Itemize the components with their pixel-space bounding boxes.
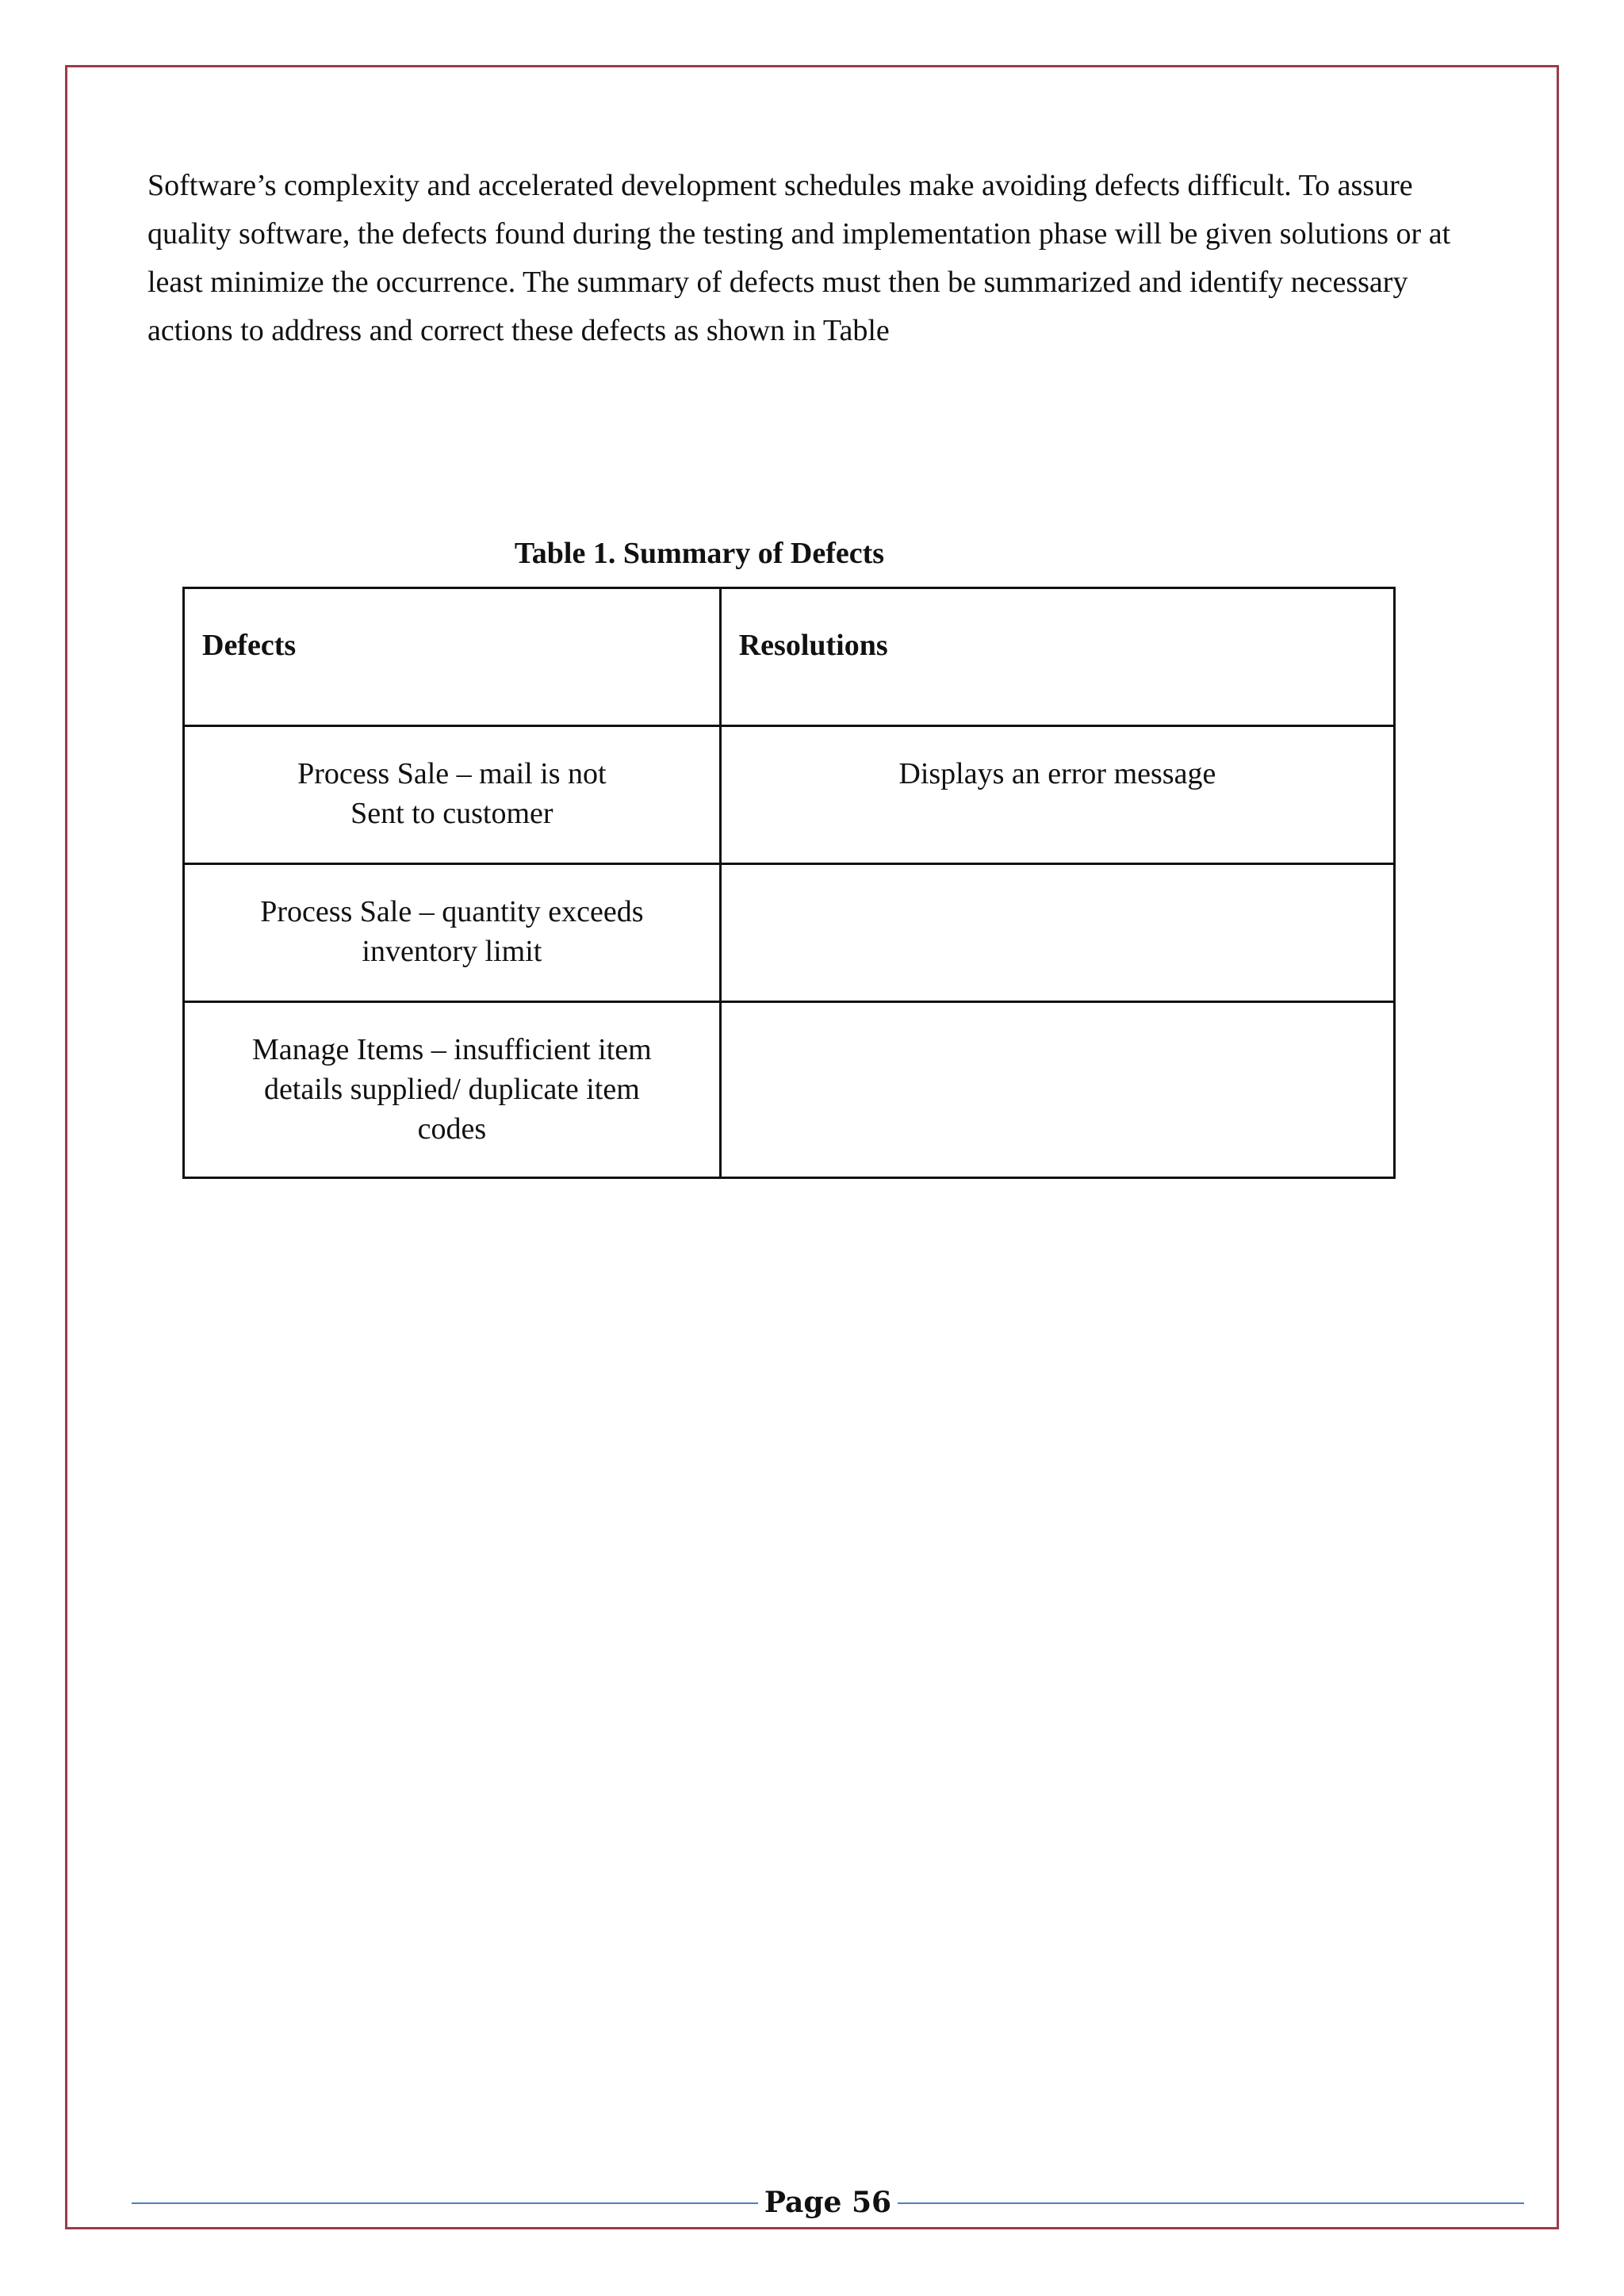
header-defects: Defects — [184, 588, 721, 726]
defect-line: Process Sale – mail is not — [297, 757, 607, 790]
resolution-cell — [720, 1002, 1394, 1178]
resolution-cell — [720, 864, 1394, 1002]
defect-line: inventory limit — [362, 935, 542, 968]
table-caption: Table 1. Summary of Defects — [514, 537, 885, 570]
table-row — [184, 1002, 1395, 1178]
footer-rule-right — [898, 2202, 1524, 2204]
table-row — [184, 726, 1395, 864]
header-resolutions: Resolutions — [720, 588, 1394, 726]
page-number: Page 56 — [764, 2186, 892, 2219]
defect-line: Process Sale – quantity exceeds — [260, 895, 644, 928]
table-header-row — [184, 588, 1395, 726]
footer-rule-left — [132, 2202, 758, 2204]
defect-cell — [184, 864, 721, 1002]
defect-line: Manage Items – insufficient item — [251, 1033, 652, 1066]
table-row — [184, 864, 1395, 1002]
resolution-cell: Displays an error message — [720, 726, 1394, 864]
page-footer — [132, 2179, 1524, 2226]
defect-line: Sent to customer — [350, 797, 553, 830]
defect-cell — [184, 1002, 721, 1178]
intro-paragraph: Software’s complexity and accelerated development schedules make avoiding defects difficult. To assure quality software, the defects found during the testing and implementation phase will be given solutions or at least minimize the occurrence. The summary of defects must then be summarized and identify necessary actions to address and correct these defects as shown in Table — [147, 169, 1451, 347]
defect-line: codes — [417, 1112, 487, 1146]
defect-line: details supplied/ duplicate item — [263, 1073, 640, 1106]
defects-table — [182, 587, 1396, 1179]
defect-cell — [184, 726, 721, 864]
